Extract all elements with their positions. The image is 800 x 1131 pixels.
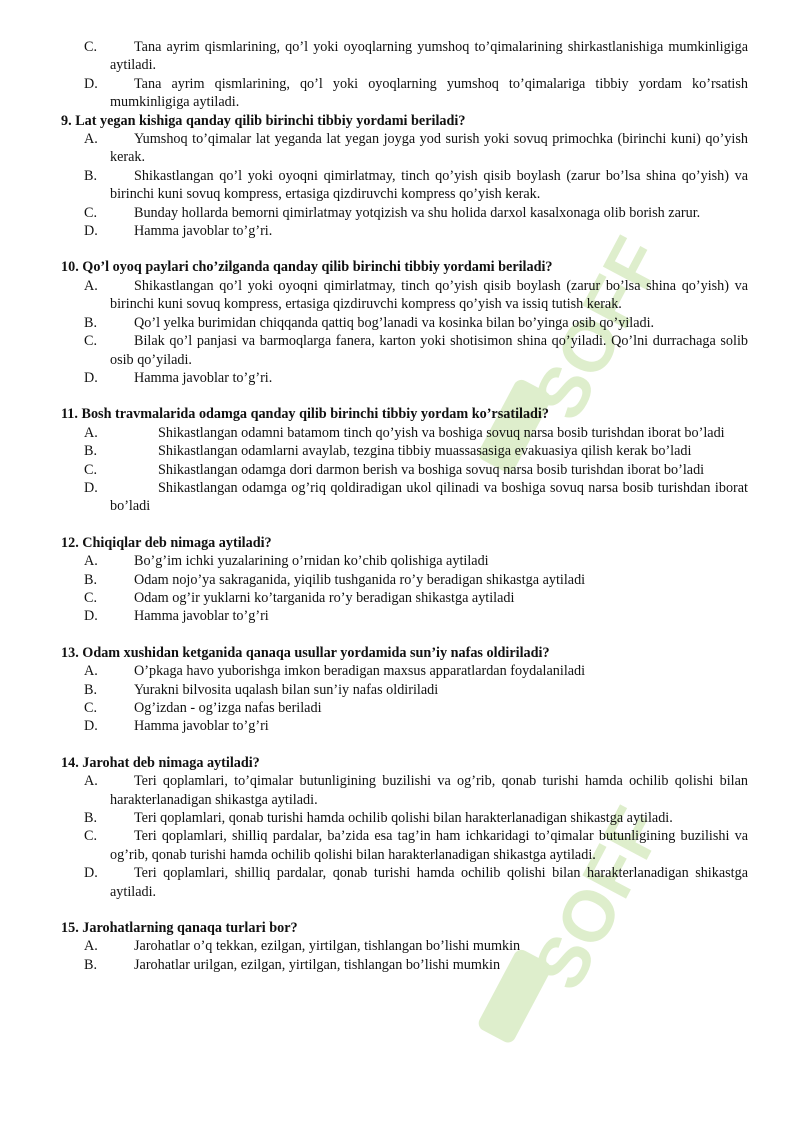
answer-option [84,424,748,442]
question-title: 9. Lat yegan kishiga qanday qilib birinchi tibbiy yordami beriladi? [61,112,466,129]
answer-option [84,332,748,369]
question-block [0,754,800,901]
answer-option [84,442,748,460]
option-letter: D. [84,718,98,735]
option-text: Hamma javoblar to’g’ri [134,608,269,625]
option-text: Shikastlangan odamni batamom tinch qo’yish va boshiga sovuq narsa bosib turishdan iborat bo’ladi [158,424,725,441]
option-letter: C. [84,828,98,845]
option-letter: B. [84,167,98,184]
answer-option [84,809,748,827]
option-text: Shikastlangan odamga dori darmon berish va boshiga sovuq narsa bosib turishdan iborat bo’ladi [158,461,705,478]
watermark-text-bottom: SOFF [518,795,680,1003]
question-title: 14. Jarohat deb nimaga aytiladi? [61,754,260,771]
question-title: 15. Jarohatlarning qanaqa turlari bor? [61,920,298,937]
option-text: Hamma javoblar to’g’ri [134,718,269,735]
answer-option [84,681,748,699]
option-letter: B. [84,956,98,973]
answer-option [84,827,748,864]
option-text: O’pkaga havo yuborishga imkon beradigan maxsus apparatlardan foydalaniladi [134,663,586,680]
option-letter: B. [84,810,98,827]
option-text: Yurakni bilvosita uqalash bilan sun’iy nafas oldiriladi [134,681,439,698]
option-text: Bilak qo’l panjasi va barmoqlarga fanera, karton yoki shotisimon shina qo’yiladi. Qo’lni durrachaga solib osib qo’yiladi. [110,333,748,368]
question-block [0,534,800,626]
option-letter: D. [84,75,98,92]
option-text: Teri qoplamlari, shilliq pardalar, ba’zida esa tag’in ham ichkaridagi to’qimalar butunligining buzilishi va og’rib, qonab turishi hamda ochilib qolishi bilan harakterlanadigan shikastga aytiladi. [110,828,748,863]
option-text: Tana ayrim qismlarining, qo’l yoki oyoqlarning yumshoq to’qimalarining shirkastlanishiga mumkinligiga aytiladi. [110,39,748,74]
option-letter: A. [84,424,98,441]
answer-option [84,552,748,570]
option-text: Teri qoplamlari, shilliq pardalar, qonab turishi hamda ochilib qolishi bilan harakterlanadigan shikastga aytiladi. [110,865,748,900]
answer-option [84,717,748,735]
option-letter: B. [84,443,98,460]
answer-option [84,204,748,222]
option-letter: B. [84,681,98,698]
answer-option [84,314,748,332]
option-letter: A. [84,938,98,955]
answer-option [84,277,748,314]
option-text: Odam og’ir yuklarni ko’targanida ro’y beradigan shikastga aytiladi [134,589,515,606]
option-letter: C. [84,461,98,478]
option-letter: A. [84,553,98,570]
question-title: 11. Bosh travmalarida odamga qanday qilib birinchi tibbiy yordam ko’rsatiladi? [61,406,549,423]
option-text: Bo’g’im ichki yuzalarining o’rnidan ko’chib qolishiga aytiladi [134,553,489,570]
watermark-text-top: SOFF [518,225,680,433]
option-letter: D. [84,608,98,625]
question-block [0,112,800,241]
option-text: Odam nojo’ya sakraganida, yiqilib tushganida ro’y beradigan shikastga aytiladi [134,571,586,588]
option-text: Tana ayrim qismlarining, qo’l yoki oyoqlarning yumshoq to’qimalariga tibbiy yordam ko’rsatish mumkinligiga aytiladi. [110,75,748,111]
answer-option [84,222,748,240]
answer-option [84,38,748,75]
option-text: Jarohatlar o’q tekkan, ezilgan, yirtilgan, tishlangan bo’lishi mumkin [134,938,521,955]
option-letter: C. [84,333,98,350]
option-text: Hamma javoblar to’g’ri. [134,223,273,240]
option-letter: B. [84,571,98,588]
answer-option [84,662,748,680]
answer-option [84,864,748,901]
option-letter: A. [84,131,98,148]
option-letter: D. [84,369,98,386]
option-letter: B. [84,314,98,331]
option-text: Shikastlangan odamga og’riq qoldiradigan ukol qilinadi va boshiga sovuq narsa bosib turishdan iborat bo’ladi [110,479,748,515]
answer-option [84,937,748,955]
option-letter: A. [84,773,98,790]
option-text: Qo’l yelka burimidan chiqqanda qattiq bog’lanadi va kosinka bilan bo’yinga osib qo’yiladi. [134,314,655,331]
question-block [0,644,800,736]
answer-option [84,772,748,809]
option-text: Shikastlangan qo’l yoki oyoqni qimirlatmay, tinch qo’yish qisib boylash (zarur bo’lsa shina qo’yish) va birinchi kuni sovuq kompress, ertasiga qizdiruvchi kompress qo’yish va issiq tutish kerak. [110,277,748,313]
option-text: Teri qoplamlari, qonab turishi hamda ochilib qolishi bilan harakterlanadigan shikastga aytiladi. [134,810,673,827]
option-text: Teri qoplamlari, to’qimalar butunligining buzilishi va og’rib, qonab turishi hamda ochilib qolishi bilan harakterlanadigan shikastga aytiladi. [110,773,748,808]
question-title: 10. Qo’l oyoq paylari cho’zilganda qanday qilib birinchi tibbiy yordami beriladi? [61,259,553,276]
answer-option [84,369,748,387]
option-text: Og’izdan - og’izga nafas beriladi [134,700,322,716]
answer-option [84,479,748,516]
question-block [0,258,800,387]
question-title: 12. Chiqiqlar deb nimaga aytiladi? [61,534,272,551]
option-text: Yumshoq to’qimalar lat yeganda lat yegan joyga yod surish yoki sovuq primochka (birinchi kuni) qo’yish kerak. [110,131,748,166]
option-letter: D. [84,479,98,496]
answer-option [84,130,748,167]
question-title: 13. Odam xushidan ketganida qanaqa usullar yordamida sun’iy nafas oldiriladi? [61,644,550,661]
option-text: Hamma javoblar to’g’ri. [134,369,273,386]
option-text: Jarohatlar urilgan, ezilgan, yirtilgan, tishlangan bo’lishi mumkin [134,956,501,973]
option-letter: C. [84,700,98,716]
answer-option [84,699,748,717]
top-options [0,38,800,112]
answer-option [84,571,748,589]
option-text: Bunday hollarda bemorni qimirlatmay yotqizish va shu holida darxol kasalxonaga olib borish zarur. [134,204,701,221]
option-text: Shikastlangan odamlarni avaylab, tezgina tibbiy muassasasiga evakuasiya qilish kerak bo’ladi [158,443,692,460]
option-letter: D. [84,223,98,240]
answer-option [84,589,748,607]
question-block [0,919,800,974]
answer-option [84,461,748,479]
option-letter: A. [84,663,98,680]
option-text: Shikastlangan qo’l yoki oyoqni qimirlatmay, tinch qo’yish qisib boylash (zarur bo’lsa shina qo’yish) va birinchi kuni sovuq kompress, ertasiga qizdiruvchi kompress qo’yish kerak. [110,167,748,203]
option-letter: C. [84,204,98,221]
option-letter: C. [84,589,98,606]
option-letter: D. [84,865,98,882]
answer-option [84,956,748,974]
option-letter: A. [84,277,98,294]
document-page [0,38,800,974]
answer-option [84,607,748,625]
question-block [0,405,800,515]
answer-option [84,167,748,204]
option-letter: C. [84,39,98,55]
answer-option [84,75,748,112]
